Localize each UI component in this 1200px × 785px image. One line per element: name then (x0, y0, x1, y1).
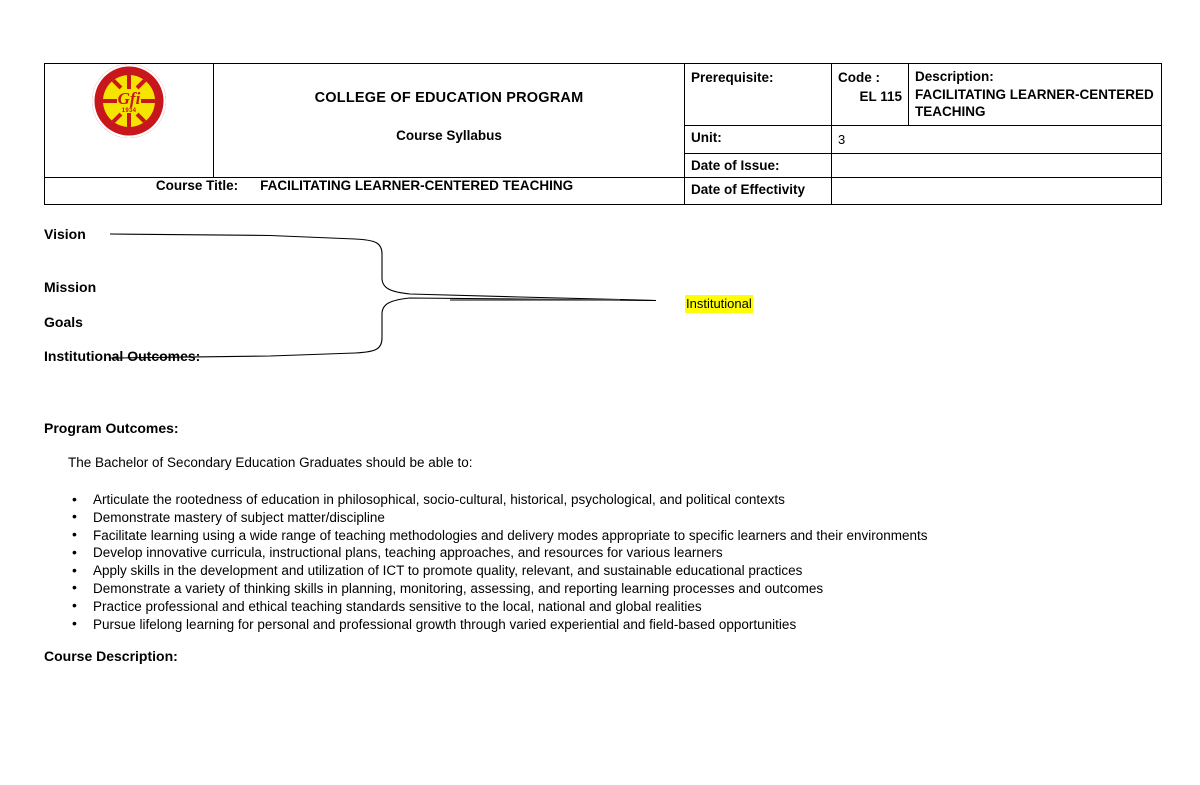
seal-monogram: Gfi (117, 89, 141, 108)
logo-cell (45, 64, 214, 178)
header-table-row-4 (45, 177, 1162, 204)
program-title: COLLEGE OF EDUCATION PROGRAM (314, 90, 584, 106)
vmg-label-goals: Goals (44, 314, 83, 330)
list-item: • Facilitate learning using a wide range of teaching methodologies and delivery modes appropriate to specific learners and their environments (72, 527, 927, 545)
program-outcomes-intro: The Bachelor of Secondary Education Graduates should be able to: (68, 455, 473, 470)
prerequisite-label: Prerequisite: (691, 70, 774, 85)
list-item: • Pursue lifelong learning for personal and professional growth through varied experiential and field-based opportunities (72, 616, 927, 634)
course-description-heading: Course Description: (44, 648, 178, 664)
list-item: • Practice professional and ethical teaching standards sensitive to the local, national and global realities (72, 598, 927, 616)
prerequisite-cell (685, 64, 832, 126)
code-label: Code : (838, 70, 880, 85)
course-title-cell (45, 177, 685, 204)
program-outcomes-list (72, 491, 927, 633)
date-of-issue-value-cell (832, 153, 1162, 177)
list-item: • Apply skills in the development and utilization of ICT to promote quality, relevant, and sustainable educational practices (72, 562, 927, 580)
unit-cell (685, 125, 832, 153)
syllabus-header-table (44, 63, 1162, 205)
course-title-inner (45, 178, 684, 193)
date-of-effectivity-value-cell (832, 177, 1162, 204)
date-of-effectivity-value (832, 178, 1161, 190)
list-item: • Articulate the rootedness of education in philosophical, socio-cultural, historical, psychological, and political contexts (72, 491, 927, 509)
seal-center (103, 75, 155, 127)
date-of-effectivity-cell (685, 177, 832, 204)
course-title-value: FACILITATING LEARNER-CENTERED TEACHING (260, 177, 574, 193)
description-cell (909, 64, 1162, 126)
date-of-effectivity-label: Date of Effectivity (691, 181, 806, 197)
program-title-cell (214, 64, 685, 178)
unit-value: 3 (838, 131, 846, 147)
header-table-row-1 (45, 64, 1162, 126)
list-item: • Develop innovative curricula, instructional plans, teaching approaches, and resources for various learners (72, 544, 927, 562)
list-item: • Demonstrate a variety of thinking skills in planning, monitoring, assessing, and reporting learning processes and outcomes (72, 580, 927, 598)
course-title-label: Course Title: (155, 177, 239, 193)
date-of-issue-cell (685, 153, 832, 177)
document-subtitle: Course Syllabus (396, 128, 502, 143)
curly-brace-connector-icon (100, 222, 680, 372)
vmg-label-institutional-outcomes: Institutional Outcomes: (44, 348, 201, 364)
unit-value-cell (832, 125, 1162, 153)
description-value: FACILITATING LEARNER-CENTERED TEACHING (915, 86, 1154, 120)
code-cell (832, 64, 909, 126)
description-block (909, 64, 1161, 125)
description-label: Description: (915, 69, 994, 84)
date-of-issue-label: Date of Issue: (691, 157, 780, 173)
vmg-label-mission: Mission (44, 279, 97, 295)
list-item: • Demonstrate mastery of subject matter/discipline (72, 509, 927, 527)
code-value: EL 115 (859, 88, 902, 104)
date-of-issue-value (832, 154, 1161, 166)
program-outcomes-heading: Program Outcomes: (44, 420, 179, 436)
gfi-college-seal-icon (92, 64, 166, 138)
institutional-highlight-tag: Institutional (685, 295, 753, 313)
unit-label: Unit: (691, 129, 722, 145)
vmg-label-vision: Vision (44, 226, 86, 242)
seal-year: 1934 (121, 108, 137, 114)
